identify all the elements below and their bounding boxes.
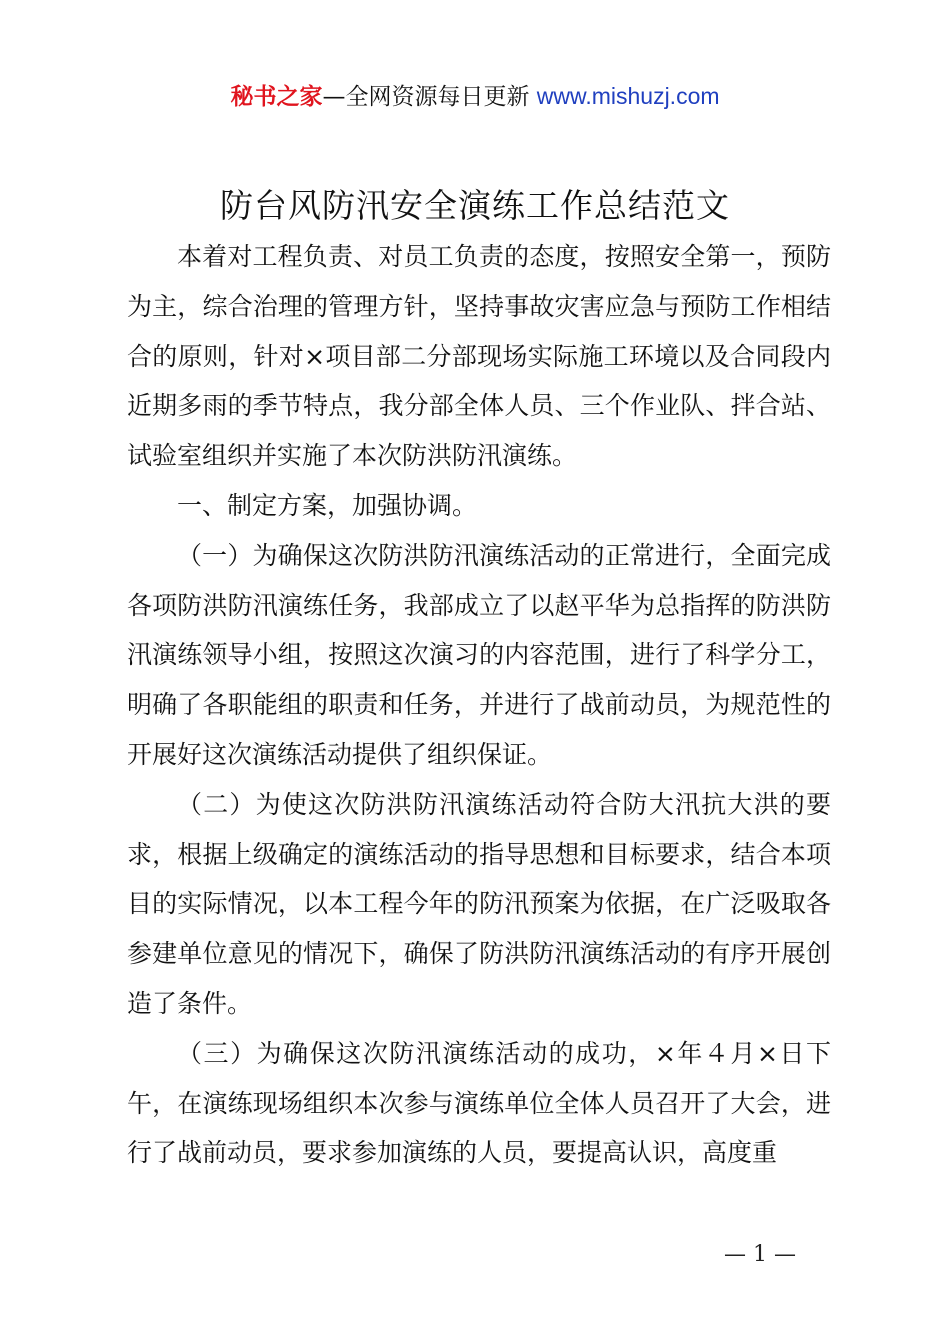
paragraph-item-3: （三）为确保这次防汛演练活动的成功，×年４月×日下午，在演练现场组织本次参与演练单位全体人员召开了大会，进行了战前动员，要求参加演练的人员，要提高认识，高度重 <box>127 1038 831 1168</box>
paragraph-item-1: （一）为确保这次防洪防汛演练活动的正常进行，全面完成各项防洪防汛演练任务，我部成立了以赵平华为总指挥的防洪防汛演练领导小组，按照这次演习的内容范围，进行了科学分工，明确了各职能组的职责和任务，并进行了战前动员，为规范性的开展好这次演练活动提供了组织保证。 <box>127 540 831 769</box>
document-title: 防台风防汛安全演练工作总结范文 <box>220 186 730 225</box>
page-footer <box>0 1237 950 1273</box>
page-number: — 1 — <box>724 1242 796 1267</box>
document-body <box>127 232 831 1178</box>
section-heading: 一、制定方案，加强协调。 <box>177 490 478 520</box>
paragraph-intro: 本着对工程负责、对员工负责的态度，按照安全第一，预防为主，综合治理的管理方针，坚持事故灾害应急与预防工作相结合的原则，针对×项目部二分部现场实际施工环境以及合同段内近期多雨的季节特点，我分部全体人员、三个作业队、拌合站、试验室组织并实施了本次防洪防汛演练。 <box>127 242 831 471</box>
banner-slogan: —全网资源每日更新 <box>322 84 530 110</box>
site-banner <box>0 80 950 113</box>
paragraph-item-2: （二）为使这次防洪防汛演练活动符合防大汛抗大洪的要求，根据上级确定的演练活动的指导思想和目标要求，结合本项目的实际情况，以本工程今年的防汛预案为依据，在广泛吸取各参建单位意见的情况下，确保了防洪防汛演练活动的有序开展创造了条件。 <box>127 789 831 1018</box>
banner-brand: 秘书之家 <box>230 84 323 110</box>
banner-website-link[interactable]: www.mishuzj.com <box>536 83 720 109</box>
